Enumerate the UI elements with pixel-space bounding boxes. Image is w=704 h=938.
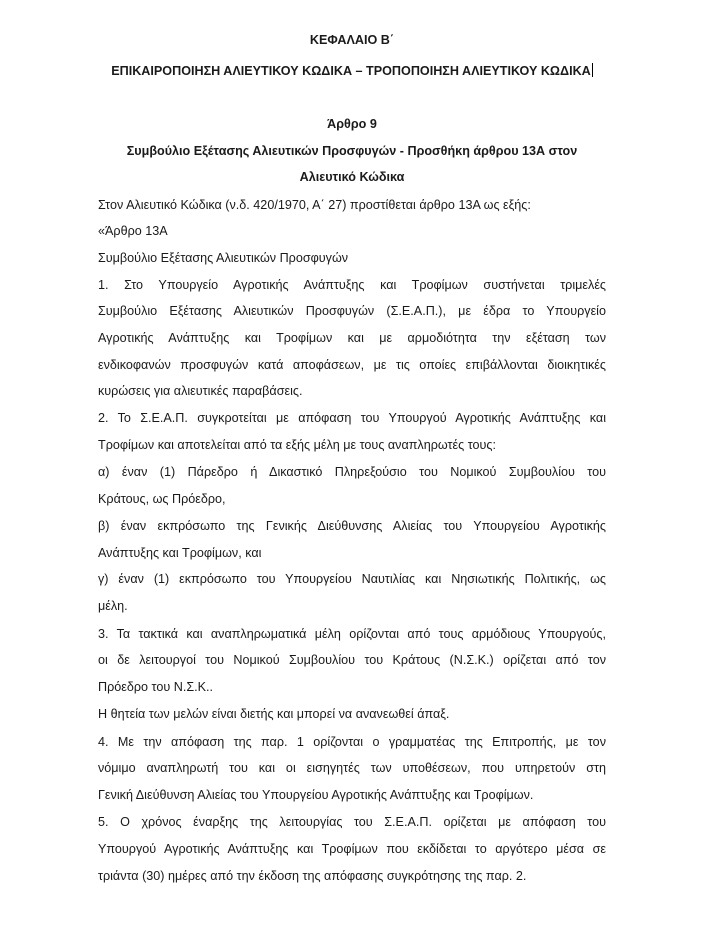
item-b-line: β) έναν εκπρόσωπο της Γενικής Διεύθυνσης Αλιείας του Υπουργείου Αγροτικής: [98, 519, 606, 533]
paragraph-3-line: οι δε λειτουργοί του Νομικού Συμβουλίου του Κράτους (Ν.Σ.Κ.) ορίζεται από τον: [98, 653, 606, 667]
sub-article-heading: «Άρθρο 13Α: [98, 224, 168, 238]
paragraph-3-line: Πρόεδρο του Ν.Σ.Κ..: [98, 680, 214, 694]
paragraph-3-line: 3. Τα τακτικά και αναπληρωματικά μέλη ορίζονται από τους αρμόδιους Υπουργούς,: [98, 627, 606, 641]
article-heading: Άρθρο 9: [327, 117, 377, 131]
item-c-line: γ) έναν (1) εκπρόσωπο του Υπουργείου Ναυτιλίας και Νησιωτικής Πολιτικής, ως: [98, 572, 606, 586]
paragraph-4-line: Γενική Διεύθυνση Αλιείας του Υπουργείου Αγροτικής Ανάπτυξης και Τροφίμων.: [98, 788, 534, 802]
paragraph-1-line: ενδικοφανών προσφυγών κατά αποφάσεων, με τις οποίες επιβάλλονται διοικητικές: [98, 358, 606, 372]
item-a-line: α) έναν (1) Πάρεδρο ή Δικαστικό Πληρεξούσιο του Νομικού Συμβουλίου του: [98, 465, 606, 479]
paragraph-5-line: 5. Ο χρόνος έναρξης της λειτουργίας του Σ.Ε.Α.Π. ορίζεται με απόφαση του: [98, 815, 606, 829]
paragraph-1-line: Συμβούλιο Εξέτασης Αλιευτικών Προσφυγών (Σ.Ε.Α.Π.), με έδρα το Υπουργείο: [98, 304, 606, 318]
paragraph-5-line: Υπουργού Αγροτικής Ανάπτυξης και Τροφίμων που εκδίδεται το αργότερο μέσα σε: [98, 842, 606, 856]
intro-paragraph: Στον Αλιευτικό Κώδικα (ν.δ. 420/1970, Α΄ 27) προστίθεται άρθρο 13Α ως εξής:: [98, 198, 531, 212]
paragraph-5-line: τριάντα (30) ημέρες από την έκδοση της απόφασης συγκρότησης της παρ. 2.: [98, 869, 527, 883]
paragraph-2-line: Τροφίμων και αποτελείται από τα εξής μέλη με τους αναπληρωτές τους:: [98, 438, 496, 452]
article-title-line-2: Αλιευτικό Κώδικα: [299, 170, 405, 184]
sub-article-title: Συμβούλιο Εξέτασης Αλιευτικών Προσφυγών: [98, 251, 349, 265]
text-cursor: [592, 63, 593, 77]
chapter-heading: ΚΕΦΑΛΑΙΟ Β΄: [309, 33, 395, 47]
paragraph-4-line: 4. Με την απόφαση της παρ. 1 ορίζονται ο γραμματέας της Επιτροπής, με τον: [98, 735, 606, 749]
item-b-line: Ανάπτυξης και Τροφίμων, και: [98, 546, 262, 560]
paragraph-4-line: νόμιμο αναπληρωτή του και οι εισηγητές των υποθέσεων, που υπηρετούν στη: [98, 761, 606, 775]
article-title-line-1: Συμβούλιο Εξέτασης Αλιευτικών Προσφυγών - Προσθήκη άρθρου 13Α στον: [126, 144, 578, 158]
paragraph-1-line: Αγροτικής Ανάπτυξης και Τροφίμων και με αρμοδιότητα την εξέταση των: [98, 331, 606, 345]
paragraph-1-line: 1. Στο Υπουργείο Αγροτικής Ανάπτυξης και Τροφίμων συστήνεται τριμελές: [98, 278, 606, 292]
paragraph-1-line: κυρώσεις για αλιευτικές παραβάσεις.: [98, 384, 303, 398]
paragraph-3-term: Η θητεία των μελών είναι διετής και μπορεί να ανανεωθεί άπαξ.: [98, 707, 450, 721]
chapter-title: [0, 63, 704, 78]
item-a-line: Κράτους, ως Πρόεδρο,: [98, 492, 226, 506]
chapter-title-text: ΕΠΙΚΑΙΡΟΠΟΙΗΣΗ ΑΛΙΕΥΤΙΚΟΥ ΚΩΔΙΚΑ – ΤΡΟΠΟΠΟΙΗΣΗ ΑΛΙΕΥΤΙΚΟΥ ΚΩΔΙΚΑ: [111, 64, 591, 78]
item-c-line: μέλη.: [98, 599, 128, 613]
paragraph-2-line: 2. Το Σ.Ε.Α.Π. συγκροτείται με απόφαση του Υπουργού Αγροτικής Ανάπτυξης και: [98, 411, 606, 425]
